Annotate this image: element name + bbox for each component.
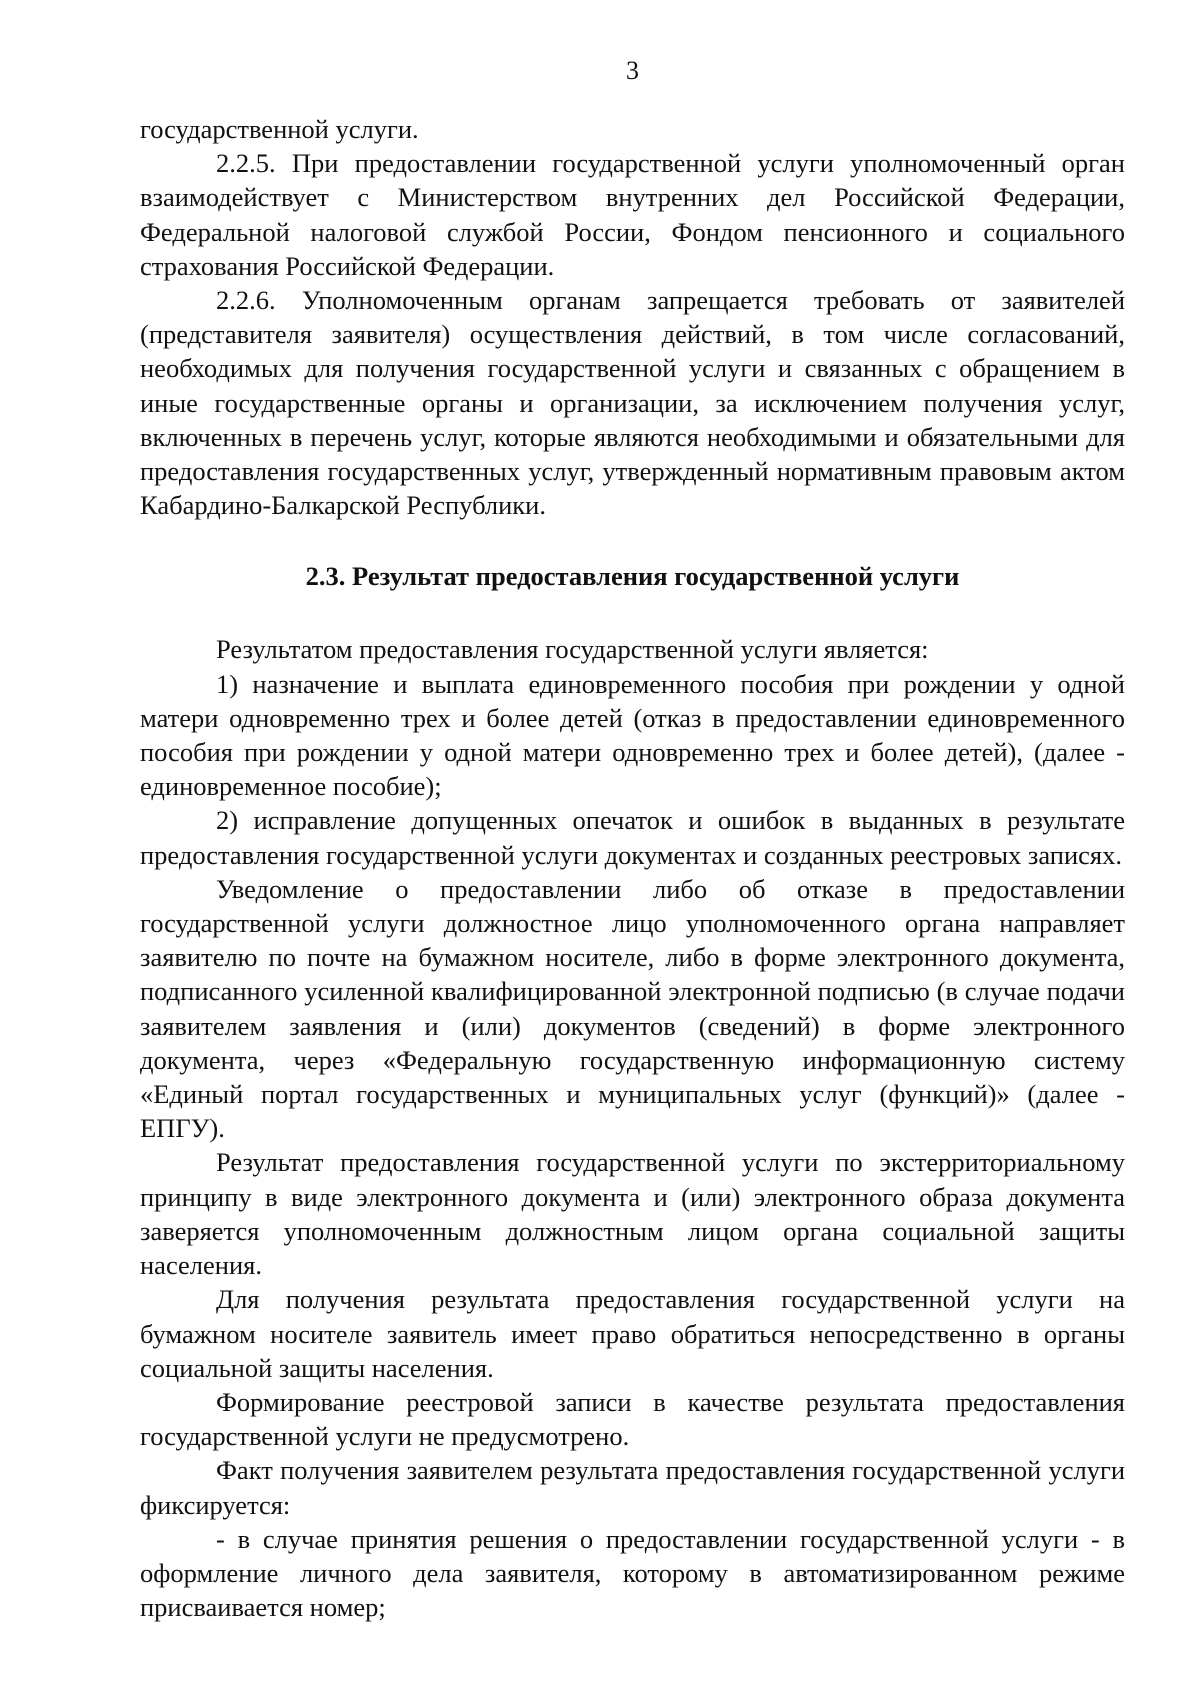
section-heading: 2.3. Результат предоставления государственной услуги	[305, 561, 960, 592]
paragraph-result-fixation: Факт получения заявителем результата предоставления государственной услуги фиксируется:	[140, 1455, 1125, 1520]
paragraph-notification: Уведомление о предоставлении либо об отказе в предоставлении государственной услуги должностное лицо уполномоченного органа направляет заявителю по почте на бумажном носителе, либо в форме электронного документа, подписанного усиленной квалифицированной электронной подписью (в случае подачи заявителем заявления и (или) документов (сведений) в форме электронного документа, через «Федеральную государственную информационную систему «Единый портал государственных и муниципальных услуг (функций)» (далее - ЕПГУ).	[140, 873, 1125, 1144]
paragraph-result-intro: Результатом предоставления государственной услуги является:	[216, 634, 929, 665]
paragraph-result-item-1: 1) назначение и выплата единовременного пособия при рождении у одной матери одновременно трех и более детей (отказ в предоставлении единовременного пособия при рождении у одной матери одновременно трех и более детей), (далее - единовременное пособие);	[140, 668, 1125, 802]
paragraph-result-item-2: 2) исправление допущенных опечаток и ошибок в выданных в результате предоставления государственной услуги документах и созданных реестровых записях.	[140, 805, 1125, 870]
document-page	[140, 0, 1125, 1707]
document-content	[140, 112, 1125, 1624]
paragraph-extraterritorial-result: Результат предоставления государственной услуги по экстерриториальному принципу в виде электронного документа и (или) электронного образа документа заверяется уполномоченным должностным лицом органа социальной защиты населения.	[140, 1147, 1125, 1281]
paragraph-2-2-6: 2.2.6. Уполномоченным органам запрещается требовать от заявителей (представителя заявителя) осуществления действий, в том числе согласований, необходимых для получения государственной услуги и связанных с обращением в иные государственные органы и организации, за исключением получения услуг, включенных в перечень услуг, которые являются необходимыми и обязательными для предоставления государственных услуг, утвержденный нормативным правовым актом Кабардино-Балкарской Республики.	[140, 285, 1125, 521]
paragraph-decision-case: - в случае принятия решения о предоставлении государственной услуги - в оформление личного дела заявителя, которому в автоматизированном режиме присваивается номер;	[140, 1523, 1125, 1623]
paragraph-paper-result: Для получения результата предоставления государственной услуги на бумажном носителе заявитель имеет право обратиться непосредственно в органы социальной защиты населения.	[140, 1284, 1125, 1383]
paragraph-registry-record: Формирование реестровой записи в качестве результата предоставления государственной услуги не предусмотрено.	[140, 1386, 1125, 1452]
page-number: 3	[626, 56, 639, 85]
paragraph-2-2-5: 2.2.5. При предоставлении государственной услуги уполномоченный орган взаимодействует с Министерством внутренних дел Российской Федерации, Федеральной налоговой службой России, Фондом пенсионного и социального страхования Российской Федерации.	[140, 148, 1125, 281]
paragraph-continuation: государственной услуги.	[140, 114, 419, 144]
